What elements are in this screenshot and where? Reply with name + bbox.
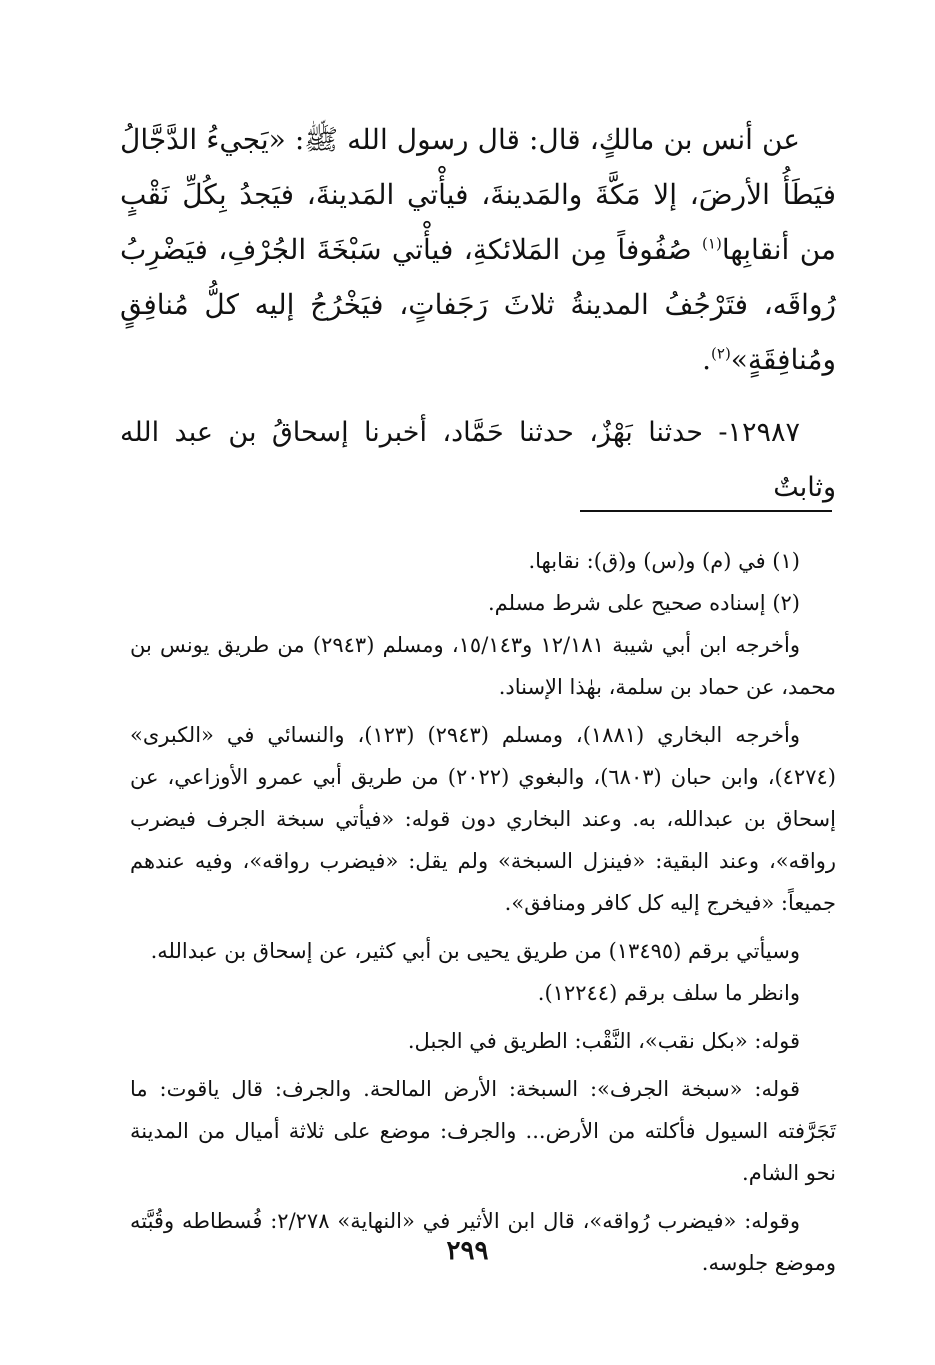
hadith-chain-line: ١٢٩٨٧- حدثنا بَهْزٌ، حدثنا حَمَّاد، أخبرنا إسحاقُ بن عبد الله وثابتٌ xyxy=(120,417,836,503)
footnote-takhrij-1: وأخرجه ابن أبي شيبة ١٢/١٨١ و١٥/١٤٣، ومسلم (٢٩٤٣) من طريق يونس بن محمد، عن حماد بن سلمة، بهٰذا الإسناد. xyxy=(130,633,836,699)
footnote-compare: وانظر ما سلف برقم (١٢٢٤٤). xyxy=(537,981,800,1005)
line-5: ومُنافِقَةٍ» xyxy=(730,343,836,376)
footnote-separator xyxy=(580,510,832,512)
footnote-gloss-sabkha: قوله: «سبخة الجرف»: السبخة: الأرض المالحة. والجرف: قال ياقوت: ما تَجَرَّفته السيول فأكلته من الأرض... والجرف: موضع على ثلاثة أميال من المدينة نحو الشام. xyxy=(130,1077,836,1185)
page-number: ٢٩٩ xyxy=(446,1236,489,1266)
line-3b: صُفُوفاً مِن المَلائكةِ، فيأْتي سَبْخَةَ الجُرْفِ، فيَضْرِبُ xyxy=(120,233,692,266)
footnote-2: (٢) إسناده صحيح على شرط مسلم. xyxy=(487,591,800,615)
hadith-text xyxy=(120,112,836,387)
footnote-ref-2[interactable]: (٢) xyxy=(711,344,731,363)
line-4: رُواقَه، فتَرْجُفُ المدينةُ ثلاثَ رَجَفاتٍ، فيَخْرُجُ إليه كلُّ مُنافِقٍ xyxy=(120,288,836,321)
footnote-takhrij-2: وأخرجه البخاري (١٨٨١)، ومسلم (٢٩٤٣) (١٢٣)، والنسائي في «الكبرى» (٤٢٧٤)، وابن حبان (٦٨٠٣)، والبغوي (٢٠٢٢) من طريق أبي عمرو الأوزاعي، عن إسحاق بن عبدالله، به. وعند البخاري دون قوله: «فيأتي سبخة الجرف فيضرب رواقه»، وعند البقية: «فينزل السبخة» ولم يقل: «فيضرب رواقه»، وفيه عندهم جميعاً: «فيخرج إليه كل كافر ومنافق». xyxy=(130,723,836,915)
main-text xyxy=(120,112,836,515)
line-3a: من أنقابِها xyxy=(721,233,837,266)
footnote-gloss-naqb: قوله: «بكل نقب»، النَّقْب: الطريق في الجبل. xyxy=(407,1029,800,1053)
line-2: فيَطَأُ الأرضَ، إلا مَكَّةَ والمَدينةَ، فيأْتي المَدينةَ، فيَجدُ بِكُلِّ نَقْبٍ xyxy=(120,178,836,211)
footnote-see-also: وسيأتي برقم (١٣٤٩٥) من طريق يحيى بن أبي كثير، عن إسحاق بن عبدالله. xyxy=(150,939,800,963)
footnote-gloss-riwaq: وقوله: «فيضرب رُواقه»، قال ابن الأثير في «النهاية» ٢/٢٧٨: فُسطاطه وقُبَّته وموضع جلوسه. xyxy=(130,1209,836,1275)
line-5-end: . xyxy=(702,343,712,376)
footnote-1: (١) في (م) و(س) و(ق): نقابها. xyxy=(528,549,800,573)
footnotes xyxy=(130,540,836,1290)
footnote-ref-1[interactable]: (١) xyxy=(702,234,722,253)
line-1: عن أنس بن مالكٍ، قال: قال رسول الله ﷺ: «يَجيءُ الدَّجَّالُ xyxy=(120,123,800,156)
